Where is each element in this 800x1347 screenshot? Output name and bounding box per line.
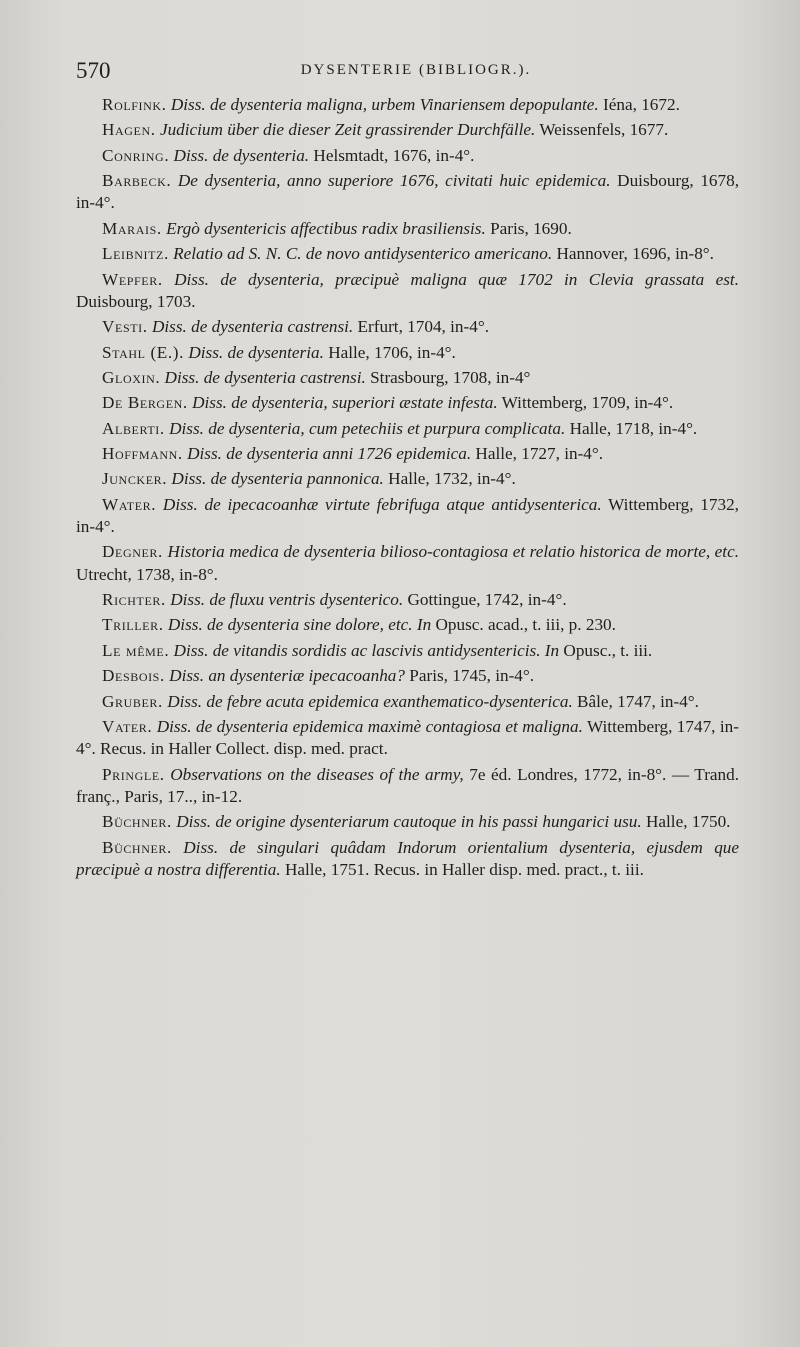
entry-title: Diss. de dysenteria castrensi. <box>164 367 366 387</box>
bibliography-entry <box>76 418 739 440</box>
entry-title: Diss. de ipecacoanhæ virtute febrifuga atque antidysenterica. <box>162 494 602 514</box>
entry-publication: Wittemberg, 1732, in-4°. <box>76 494 739 537</box>
bibliography-entry <box>76 665 739 687</box>
entry-author: Le même. <box>102 640 170 660</box>
entry-publication: Paris, 1690. <box>490 218 572 238</box>
bibliography-entry <box>76 218 739 240</box>
entry-title: Diss. de dysenteria. <box>173 145 310 165</box>
entry-publication: Hannover, 1696, in-8°. <box>556 244 714 264</box>
entry-title: Ergò dysentericis affectibus radix brasiliensis. <box>166 218 486 238</box>
entry-publication: 7e éd. Londres, 1772, in-8°. — Trand. franç., Paris, 17.., in-12. <box>76 764 740 806</box>
entry-publication: Wittemberg, 1747, in-4°. Recus. in Haller Collect. disp. med. pract. <box>76 717 739 759</box>
entry-author: Leibnitz. <box>102 244 169 264</box>
entry-author: Stahl (E.). <box>102 342 185 362</box>
entry-author: Gloxin. <box>102 367 161 387</box>
entry-title: Diss. de dysenteria, cum petechiis et purpura complicata. <box>169 418 566 438</box>
entry-title: Diss. de fluxu ventris dysenterico. <box>170 590 404 610</box>
entry-author: Marais. <box>102 218 162 238</box>
bibliography-entry <box>76 716 739 760</box>
entry-title: Diss. de origine dysenteriarum cautoque in his passi hungarici usu. <box>176 812 642 832</box>
bibliography-entry <box>76 170 739 214</box>
entry-publication: Halle, 1750. <box>645 812 731 832</box>
entry-title: De dysenteria, anno superiore 1676, civitati huic epidemica. <box>177 171 611 191</box>
entry-title: Diss. de dysenteria, superiori æstate infesta. <box>192 393 498 413</box>
entry-author: Juncker. <box>102 469 168 489</box>
entry-title: Historia medica de dysenteria bilioso-contagiosa et relatio historica de morte, etc. <box>167 542 740 562</box>
entry-publication: Duisbourg, 1703. <box>76 291 196 311</box>
entry-publication: Opusc. acad., t. iii, p. 230. <box>435 615 616 635</box>
entry-author: Alberti. <box>102 418 165 438</box>
entry-publication: Iéna, 1672. <box>603 95 680 114</box>
bibliography-entry <box>76 243 739 265</box>
entry-author: Degner. <box>102 542 163 562</box>
entry-author: Hagen. <box>102 120 156 140</box>
bibliography-entry <box>76 145 739 167</box>
entry-author: Conring. <box>102 145 170 165</box>
entry-publication: Duisbourg, 1678, in-4°. <box>76 171 740 213</box>
page-header <box>76 58 756 88</box>
bibliography-entry <box>76 94 739 116</box>
page-number: 570 <box>76 58 111 83</box>
entry-author: Rolfink. <box>102 95 167 114</box>
running-head: DYSENTERIE (BIBLIOGR.). <box>300 62 532 78</box>
entry-author: Hoffmann. <box>102 444 183 464</box>
entry-publication: Halle, 1727, in-4°. <box>475 444 604 464</box>
bibliography-entry <box>76 392 739 414</box>
bibliography-entry <box>76 269 739 313</box>
entry-publication: Halle, 1718, in-4°. <box>569 418 698 438</box>
entry-author: Wepfer. <box>102 269 163 289</box>
entry-publication: Gottingue, 1742, in-4°. <box>407 590 567 610</box>
bibliography-entry <box>76 316 739 338</box>
entry-title: Diss. an dysenteriæ ipecacoanha? <box>169 666 405 686</box>
entry-author: Gruber. <box>102 691 163 711</box>
entry-publication: Halle, 1751. Recus. in Haller disp. med. pract., t. iii. <box>284 859 644 879</box>
bibliography-entry <box>76 837 739 881</box>
entry-title: Diss. de dysenteria epidemica maximè contagiosa et maligna. <box>156 717 583 737</box>
bibliography-entry <box>76 640 739 662</box>
entry-author: De Bergen. <box>102 393 188 413</box>
entry-author: Triller. <box>102 615 164 635</box>
entry-publication: Halle, 1706, in-4°. <box>328 342 456 362</box>
bibliography-entry <box>76 443 739 465</box>
bibliography-entry <box>76 119 739 141</box>
entry-title: Diss. de dysenteria, præcipuè maligna quæ 1702 in Clevia grassata est. <box>174 269 739 289</box>
bibliography-list <box>76 94 739 884</box>
entry-author: Büchner. <box>102 812 172 832</box>
entry-title: Diss. de singulari quâdam Indorum orientalium dysenteria, ejusdem que præcipuè a nostra differentia. <box>76 837 740 879</box>
entry-publication: Utrecht, 1738, in-8°. <box>76 564 218 584</box>
bibliography-entry <box>76 811 739 833</box>
entry-publication: Erfurt, 1704, in-4°. <box>357 317 489 337</box>
bibliography-entry <box>76 342 739 364</box>
entry-publication: Weissenfels, 1677. <box>539 120 669 140</box>
entry-publication: Paris, 1745, in-4°. <box>409 666 535 686</box>
bibliography-entry <box>76 691 739 713</box>
entry-title: Relatio ad S. N. C. de novo antidysenterico americano. <box>173 244 553 264</box>
entry-author: Vater. <box>102 717 153 737</box>
entry-publication: Opusc., t. iii. <box>563 640 653 660</box>
entry-publication: Strasbourg, 1708, in-4° <box>370 367 531 387</box>
bibliography-entry <box>76 541 739 585</box>
entry-title: Diss. de dysenteria anni 1726 epidemica. <box>187 444 472 464</box>
entry-title: Diss. de dysenteria maligna, urbem Vinariensem depopulante. <box>170 95 599 114</box>
entry-author: Richter. <box>102 590 166 610</box>
entry-author: Desbois. <box>102 666 165 686</box>
entry-title: Judicium über die dieser Zeit grassirender Durchfälle. <box>159 120 536 140</box>
entry-publication: Bâle, 1747, in-4°. <box>577 691 699 711</box>
entry-author: Pringle. <box>102 764 165 784</box>
entry-publication: Wittemberg, 1709, in-4°. <box>501 393 674 413</box>
entry-publication: Halle, 1732, in-4°. <box>388 469 516 489</box>
entry-title: Diss. de dysenteria castrensi. <box>151 317 354 337</box>
bibliography-entry <box>76 589 739 611</box>
bibliography-entry <box>76 764 739 808</box>
entry-title: Observations on the diseases of the army, <box>170 764 464 784</box>
entry-title: Diss. de dysenteria. <box>188 342 324 362</box>
bibliography-entry <box>76 494 739 538</box>
bibliography-entry <box>76 367 739 389</box>
entry-author: Water. <box>102 494 157 514</box>
entry-publication: Helsmtadt, 1676, in-4°. <box>313 145 475 165</box>
entry-author: Barbeck. <box>102 171 172 191</box>
entry-author: Büchner. <box>102 837 172 857</box>
bibliography-entry <box>76 614 739 636</box>
bibliography-entry <box>76 468 739 490</box>
entry-title: Diss. de febre acuta epidemica exanthematico-dysenterica. <box>167 691 573 711</box>
entry-author: Vesti. <box>102 317 148 337</box>
entry-title: Diss. de dysenteria pannonica. <box>171 469 384 489</box>
entry-title: Diss. de dysenteria sine dolore, etc. In <box>167 615 432 635</box>
entry-title: Diss. de vitandis sordidis ac lascivis antidysentericis. In <box>173 640 560 660</box>
